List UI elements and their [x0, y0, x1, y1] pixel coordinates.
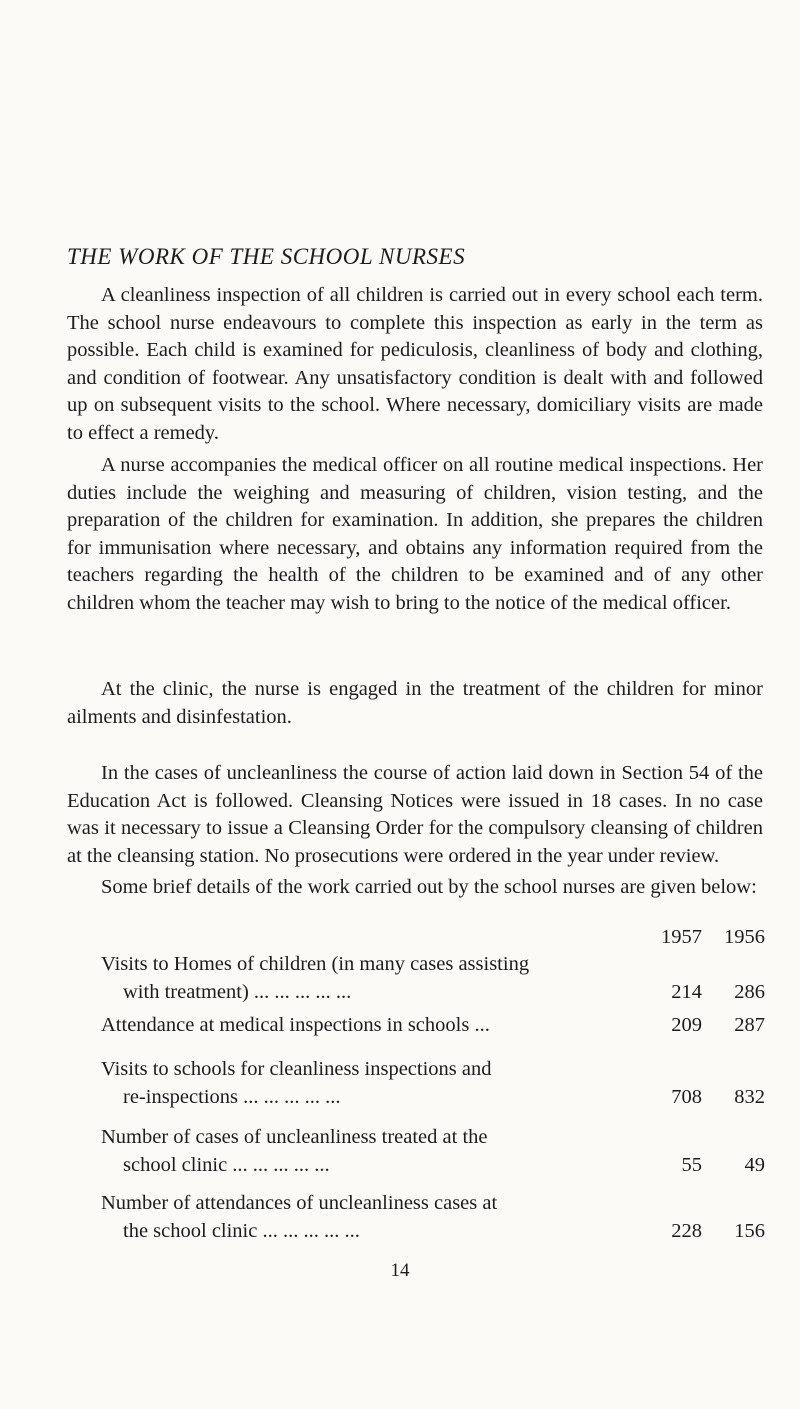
row-label-line2: re-inspections ... ... ... ... ...	[123, 1085, 341, 1108]
value-1957: 228	[671, 1219, 702, 1242]
value-1957: 55	[681, 1153, 702, 1176]
row-label	[101, 951, 601, 1006]
column-header-1956: 1956	[724, 926, 765, 948]
row-label-line2: the school clinic ... ... ... ... ...	[123, 1219, 360, 1242]
value-1956: 286	[734, 980, 765, 1003]
paragraph-details-intro: Some brief details of the work carried out by the school nurses are given below:	[101, 876, 757, 898]
value-1956: 156	[734, 1219, 765, 1242]
value-1957: 708	[671, 1085, 702, 1108]
row-label-line2: school clinic ... ... ... ... ...	[123, 1153, 330, 1176]
row-label	[101, 1124, 601, 1179]
paragraph-cleanliness-inspection: A cleanliness inspection of all children is carried out in every school each term. The school nurse endeavours to complete this inspection as early in the term as possible. Each child is examined for pediculosis, cleanliness of body and clothing, and condition of footwear. Any unsatisfactory condition is dealt with and followed up on subsequent visits to the school. Where necessary, domiciliary visits are made to effect a remedy.	[67, 284, 763, 444]
row-label	[101, 1190, 601, 1245]
row-label	[101, 1056, 601, 1111]
value-1956: 49	[744, 1153, 765, 1176]
value-1957: 214	[671, 980, 702, 1003]
paragraph-clinic: At the clinic, the nurse is engaged in the treatment of the children for minor ailments and disinfestation.	[67, 678, 763, 728]
row-label-line2: with treatment) ... ... ... ... ...	[123, 980, 352, 1003]
page-number: 14	[390, 1260, 410, 1281]
row-label	[101, 1012, 601, 1040]
row-label-line1: Number of cases of uncleanliness treated at the	[101, 1126, 488, 1148]
row-label-line1: Visits to schools for cleanliness inspections and	[101, 1058, 492, 1080]
section-heading: THE WORK OF THE SCHOOL NURSES	[67, 244, 466, 269]
paragraph-medical-inspections: A nurse accompanies the medical officer on all routine medical inspections. Her duties include the weighing and measuring of children, vision testing, and the preparation of the children for examination. In addition, she prepares the children for immunisation where necessary, and obtains any information required from the teachers regarding the health of the children to be examined and of any other children whom the teacher may wish to bring to the notice of the medical officer.	[67, 454, 763, 614]
paragraph-uncleanliness: In the cases of uncleanliness the course of action laid down in Section 54 of the Education Act is followed. Cleansing Notices were issued in 18 cases. In no case was it necessary to issue a Cleansing Order for the compulsory cleansing of children at the cleansing station. No prosecutions were ordered in the year under review.	[67, 762, 763, 867]
row-label-line1: Attendance at medical inspections in schools ...	[101, 1014, 490, 1036]
row-label-line1: Number of attendances of uncleanliness cases at	[101, 1192, 498, 1214]
value-1957: 209	[671, 1014, 702, 1036]
column-header-1957: 1957	[661, 926, 702, 948]
value-1956: 832	[734, 1085, 765, 1108]
row-label-line1: Visits to Homes of children (in many cases assisting	[101, 953, 530, 975]
value-1956: 287	[734, 1014, 765, 1036]
